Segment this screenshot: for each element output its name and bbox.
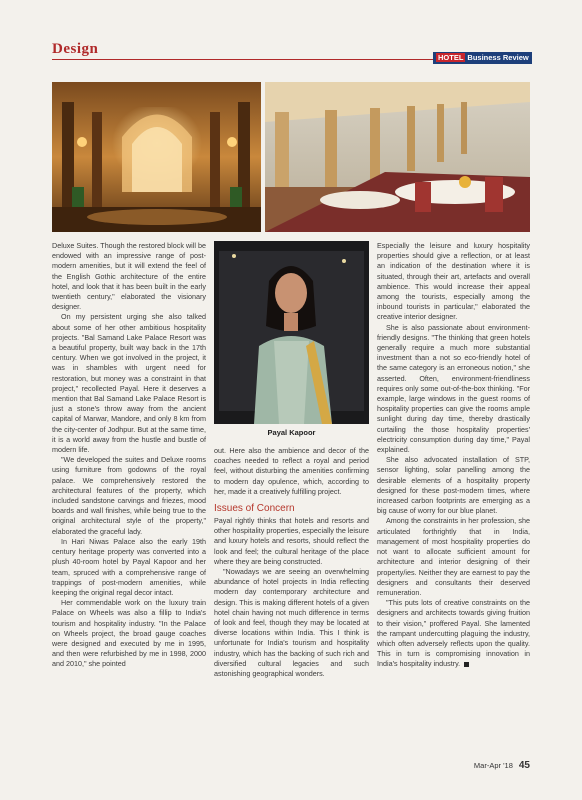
left-paragraph-4: In Hari Niwas Palace also the early 19th century heritage property was converted into a plush 40-room hotel by Payal Kapoor and her team, spruced with a comprehensive range of trappings of post-modern amenities, while keeping the original regal decor intact. <box>52 536 206 597</box>
dining-colonnade-photo <box>265 82 530 232</box>
portrait-photo <box>214 241 369 424</box>
right-paragraph-2: She is also passionate about environment-friendly designs. "The thinking that green hotels generally require a much more substantial investment than a not so eco-friendly hotel of the same category is an erroneous notion," she asserted. Often, environment-friendliness requires only some out-of-the-box thinking. "For example, large windows in the guest rooms of hospitality properties can give the rooms ample sunlight during day time, thereby drastically curtailing the those hospitality properties' electricity consumption during day time," Payal explained. <box>377 322 530 455</box>
middle-paragraph-1: Payal rightly thinks that hotels and resorts and other hospitality properties, especially the leisure and luxury hotels and resorts, should reflect the look and feel; the cultural heritage of the place where they are being constructed. <box>214 516 370 566</box>
left-paragraph-2: On my persistent urging she also talked about some of her other ambitious hospitality projects. "Bal Samand Lake Palace Resort was a beautiful property, built way back in the 17th century. When we got involved in the project, it was in shambles with urgent need for restoration, but money was a constraint in that project," recollected Payal. Here it deserves a mention that Bal Samand Lake Palace Resort is just a stone's throw away from the ancient capital of Marwar, Mandore, and only 8 km from the city-center of Jodhpur. But at the same time, it is a world away from the hustle and bustle of modern life. <box>52 312 206 455</box>
end-of-article-mark <box>464 662 469 667</box>
page-footer <box>474 760 530 771</box>
left-paragraph-3: "We developed the suites and Deluxe rooms using furniture from godowns of the royal palace. We comprehensively restored the architectural features of the property, which included sandstone carvings and friezes, mood boards and wall finishes, while being true to the original architectural style of the property," elaborated the graceful lady. <box>52 455 206 536</box>
magazine-badge-hotel: HOTEL <box>438 53 464 62</box>
right-paragraph-3: She also advocated installation of STP, sensor lighting, solar panelling among the desirable elements of a hospitality property designed for these post-modern times, where increased carbon footprints are emerging as a big cause of worry for our blue planet. <box>377 455 530 516</box>
column-right <box>377 241 530 670</box>
right-paragraph-1: Especially the leisure and luxury hospitality properties should give a reflection, or at least an indication of the destination where it is situated, through their art, artefacts and overall ambience. This would increase their appeal among the tourists, especially among the inbound tourists in particular," elaborated the creative interior designer. <box>377 241 530 322</box>
right-paragraph-5 <box>377 598 530 669</box>
middle-intro-paragraph: out. Here also the ambience and decor of the coaches needed to reflect a royal and period feel, without disturbing the amenities confirming to modern day opulence, which, according to her, made it a creatively fulfilling project. <box>214 446 369 496</box>
page-number: 45 <box>518 760 530 771</box>
column-middle <box>214 446 369 679</box>
palace-hall-photo <box>52 82 261 232</box>
section-heading: Issues of Concern <box>214 503 295 515</box>
magazine-badge-name: Business Review <box>467 53 529 62</box>
left-paragraph-1: Deluxe Suites. Though the restored block will be endowed with an impressive range of post-modern amenities, but it will extend the feel of the English Gothic architecture of the entire hotel, and look that it has been built in the early twentieth century," elaborated the visionary designer. <box>52 241 206 312</box>
middle-paragraph-2: "Nowadays we are seeing an overwhelming abundance of hotel projects in India reflecting modern day contemporary architecture and design. This is making different hotels of a given hotel chain having not much difference in terms of look and feel, though they may be located at diverse locations within India. This I think is unfortunate for India's tourism and hospitality industry, which has the backing of such rich and diversified cultural legacies and such astonishing geographical wonders. <box>214 567 369 679</box>
issue-date: Mar-Apr '18 <box>473 761 513 770</box>
left-paragraph-5: Her commendable work on the luxury train Palace on Wheels was also a fillip to India's tourism and hospitality industry. "In the Palace on Wheels project, the broad gauge coaches were designed and executed by me in 1995, and then were refurbished by me in 1998, 2000 and 2010," she pointed <box>52 598 206 669</box>
right-paragraph-4: Among the constraints in her profession, she articulated forthrightly that in India, management of most hospitality properties do not want to allocate sufficient amount for architecture and interior designing of their property/ies. Neither they are earnest to pay the designers and consultants their deserved remuneration. <box>377 516 530 597</box>
column-left <box>52 241 206 670</box>
magazine-badge <box>433 52 532 64</box>
right-paragraph-5-text: "This puts lots of creative constraints on the designers and architects towards giving fruition to their vision," proffered Payal. She lamented the rampant undercutting plaguing the industry, which often adversely reflects upon the quality. This in turn is compromising innovation in India's hospitality industry. <box>377 598 530 669</box>
section-title: Design <box>52 41 99 57</box>
portrait-caption: Payal Kapoor <box>267 428 316 437</box>
